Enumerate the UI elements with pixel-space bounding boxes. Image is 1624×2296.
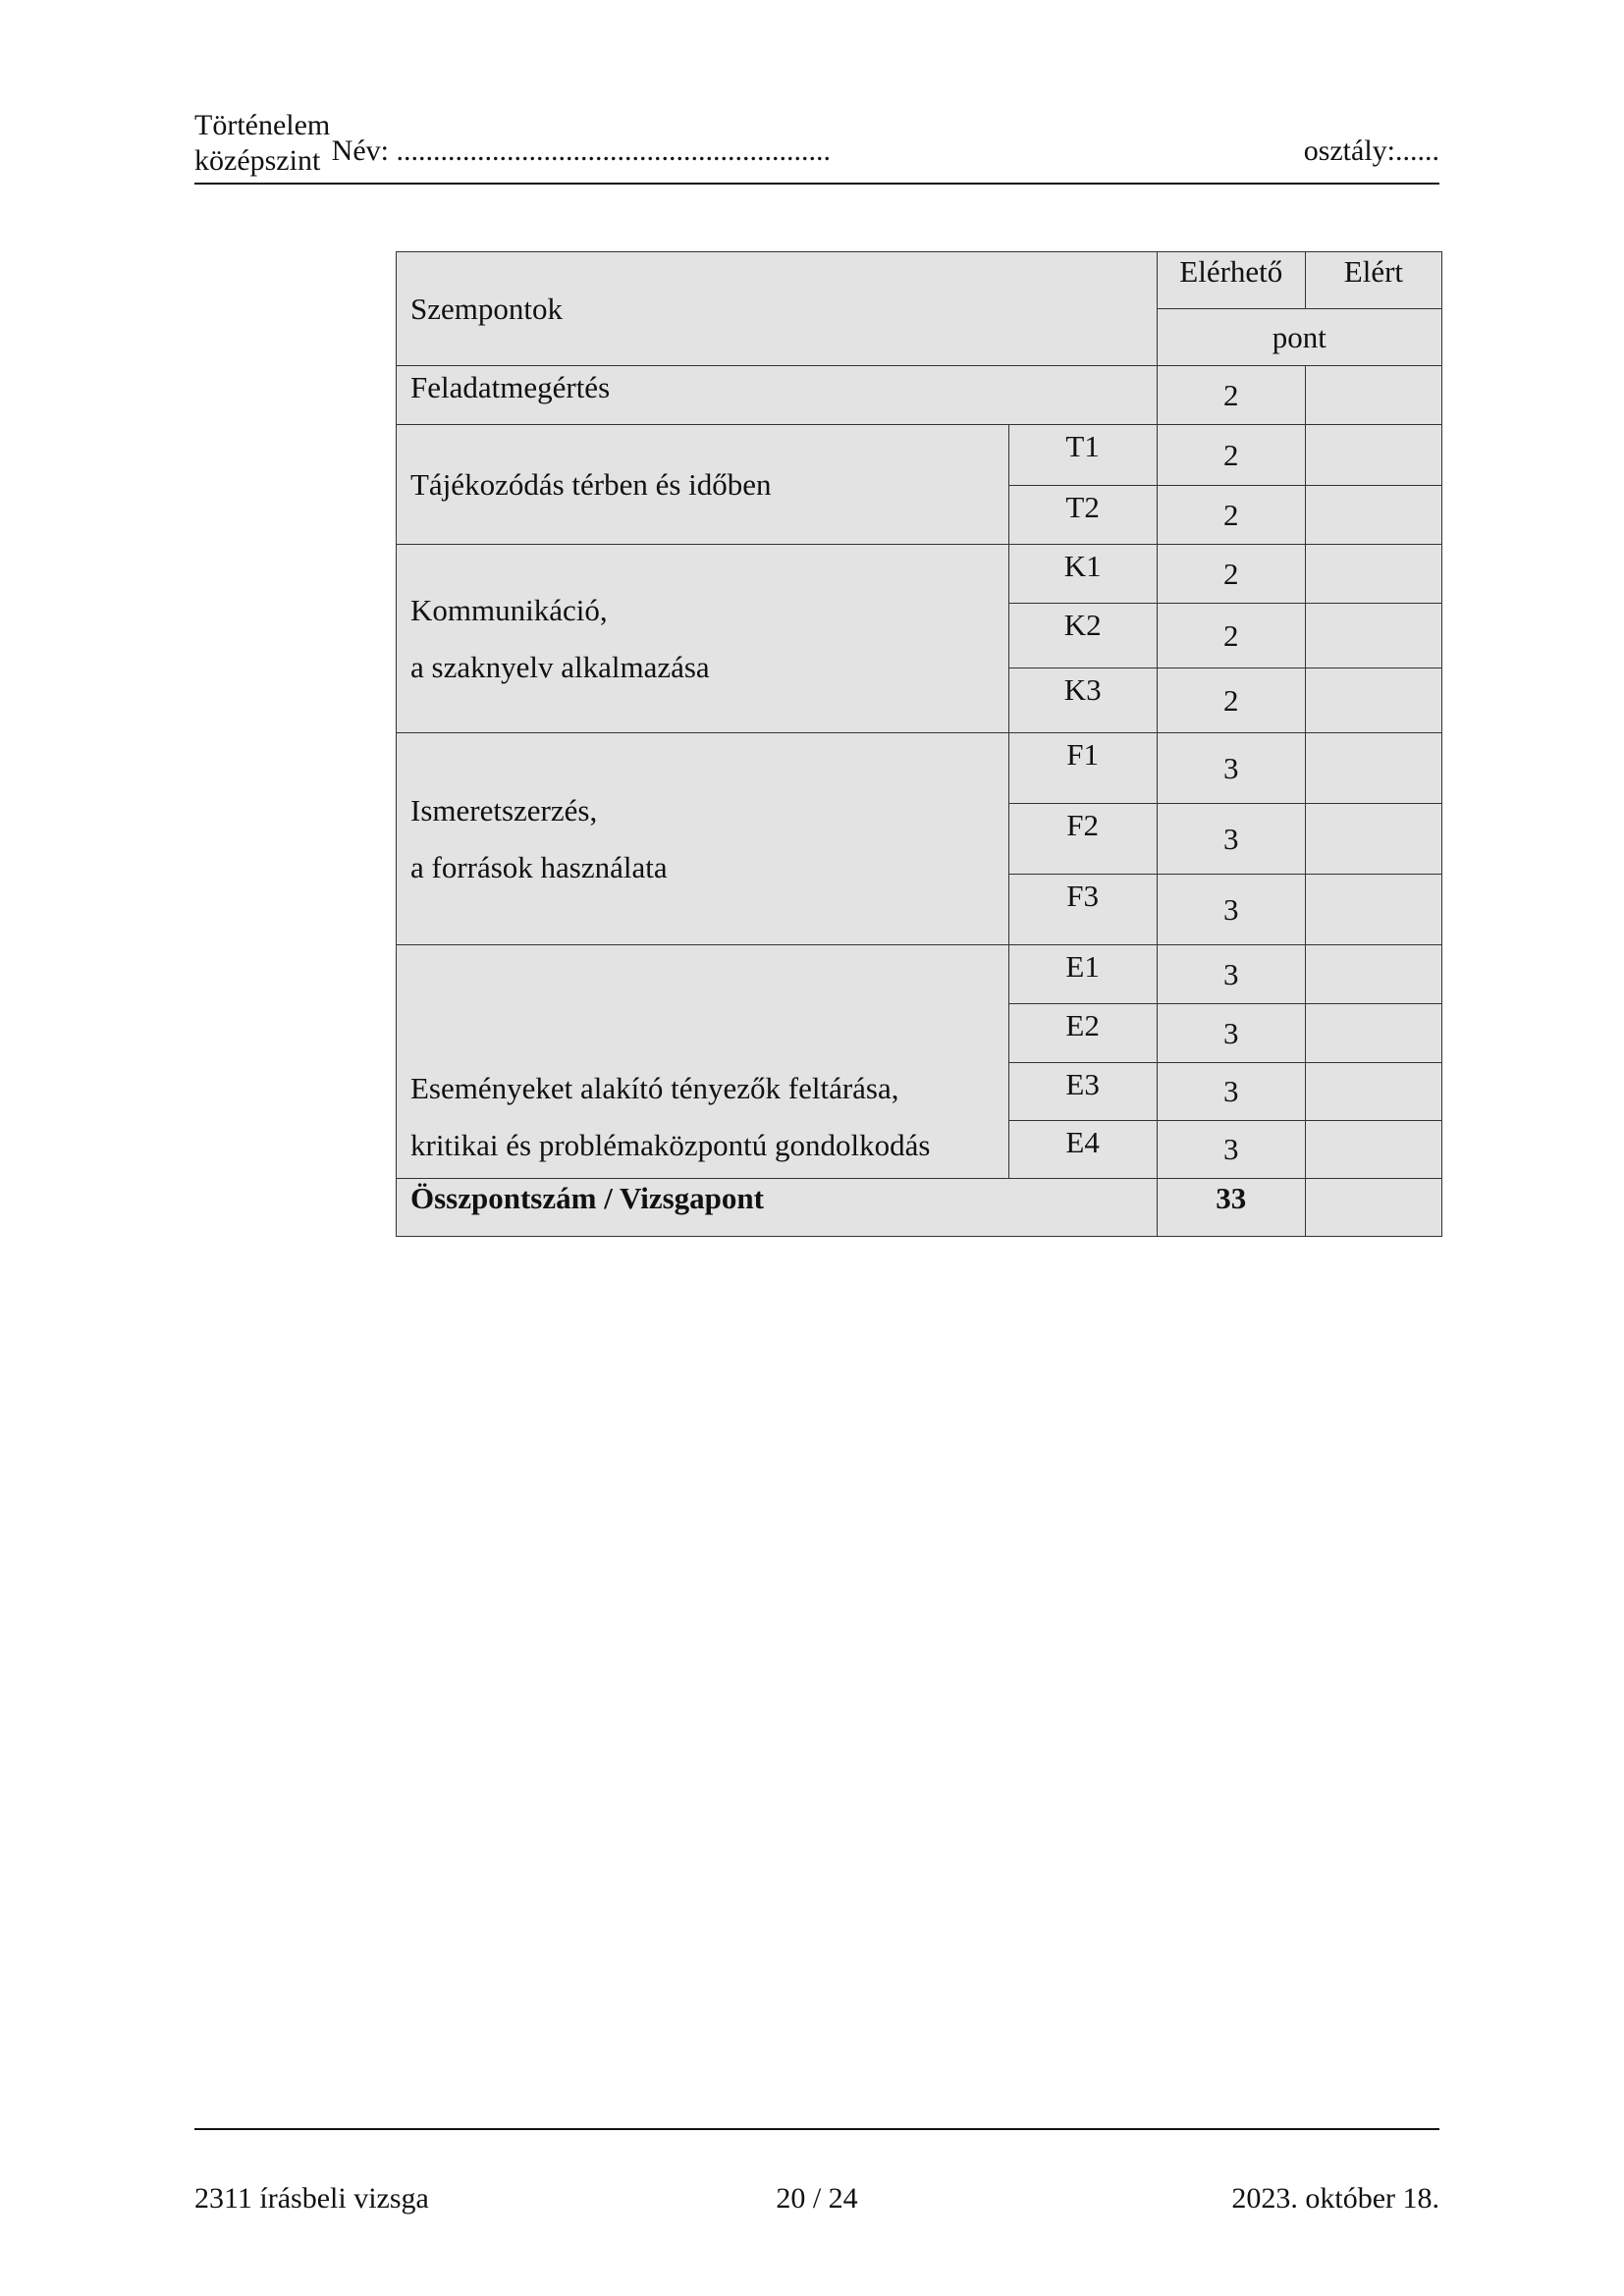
achieved-points-cell[interactable] [1305,545,1441,604]
scoring-table [396,251,1442,1237]
achieved-points-cell[interactable] [1305,425,1441,486]
table-row [397,545,1442,604]
achieved-points-cell[interactable] [1305,945,1441,1004]
max-points-cell: 3 [1157,875,1305,945]
achieved-points-cell[interactable] [1305,1121,1441,1179]
max-points-cell: 3 [1157,1063,1305,1121]
criterion-line: Tájékozódás térben és időben [410,466,772,502]
achieved-points-cell[interactable] [1305,1063,1441,1121]
max-points-cell: 2 [1157,545,1305,604]
class-field-label[interactable]: osztály:...... [1303,134,1439,167]
max-points-cell: 3 [1157,804,1305,875]
subject-title: Történelem [194,109,331,141]
max-points-cell: 3 [1157,733,1305,804]
max-points-cell: 3 [1157,1004,1305,1063]
criterion-code: K1 [1008,545,1157,604]
criterion-line: kritikai és problémaközpontú gondolkodás [410,1128,931,1162]
table-row [397,366,1442,425]
achieved-points-cell[interactable] [1305,804,1441,875]
criterion-label [397,733,1009,945]
subject-block [194,108,330,179]
task-understanding-label: Feladatmegértés [397,366,1158,425]
achieved-points-cell[interactable] [1305,733,1441,804]
footer-divider [194,2128,1439,2130]
criterion-label [397,545,1009,733]
max-points-cell: 2 [1157,668,1305,733]
criterion-code: E4 [1008,1121,1157,1179]
criterion-code: E1 [1008,945,1157,1004]
criterion-line: Kommunikáció, [410,592,608,627]
criterion-code: K2 [1008,604,1157,668]
exam-date: 2023. október 18. [1231,2182,1439,2215]
exam-code: 2311 írásbeli vizsga [194,2182,429,2215]
criterion-code: T1 [1008,425,1157,486]
criterion-label [397,425,1009,545]
achieved-points-cell[interactable] [1305,604,1441,668]
points-unit-header: pont [1157,309,1441,366]
achieved-points-cell[interactable] [1305,668,1441,733]
achieved-points-header: Elért [1305,252,1441,309]
achieved-points-cell[interactable] [1305,875,1441,945]
criterion-line: a források használata [410,849,668,884]
achieved-points-cell[interactable] [1305,366,1441,425]
achieved-points-cell[interactable] [1305,1004,1441,1063]
criterion-code: F1 [1008,733,1157,804]
total-points: 33 [1157,1179,1305,1237]
max-points-header: Elérhető [1157,252,1305,309]
criterion-label [397,945,1009,1179]
criterion-code: F3 [1008,875,1157,945]
criterion-code: T2 [1008,486,1157,545]
achieved-points-cell[interactable] [1305,486,1441,545]
criteria-header: Szempontok [397,252,1158,366]
table-row [397,945,1442,1004]
criterion-code: E3 [1008,1063,1157,1121]
name-field-label[interactable]: Név: ........................................................... [331,134,831,167]
achieved-total-cell[interactable] [1305,1179,1441,1237]
page-header [194,106,1439,185]
criterion-line: Ismeretszerzés, [410,792,598,828]
criterion-code: F2 [1008,804,1157,875]
max-points-cell: 2 [1157,604,1305,668]
criterion-code: E2 [1008,1004,1157,1063]
page-number: 20 / 24 [776,2182,858,2215]
total-row [397,1179,1442,1237]
task-understanding-points: 2 [1157,366,1305,425]
max-points-cell: 3 [1157,1121,1305,1179]
max-points-cell: 2 [1157,486,1305,545]
criterion-code: K3 [1008,668,1157,733]
max-points-cell: 3 [1157,945,1305,1004]
max-points-cell: 2 [1157,425,1305,486]
table-row [397,425,1442,486]
table-row [397,733,1442,804]
criterion-line: a szaknyelv alkalmazása [410,649,710,684]
table-header-row [397,252,1442,309]
name-class-fields [331,133,1439,169]
total-label: Összpontszám / Vizsgapont [397,1179,1158,1237]
subject-level: középszint [194,144,321,177]
criterion-line: Eseményeket alakító tényezők feltárása, [410,1071,899,1105]
